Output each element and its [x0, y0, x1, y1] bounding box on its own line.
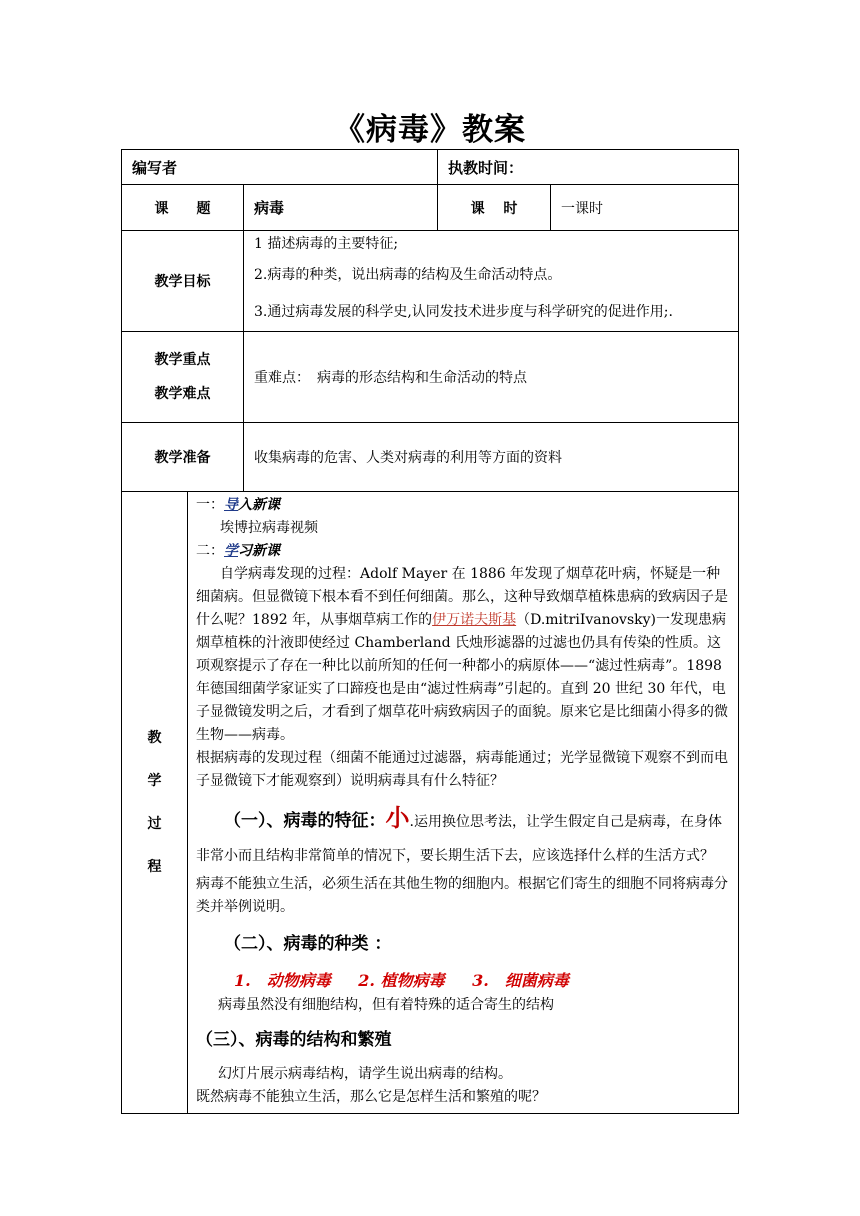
process-content — [188, 492, 739, 1114]
topic-label: 课 题 — [122, 185, 244, 231]
ivanovsky-link[interactable]: 伊万诺夫斯基 — [432, 612, 517, 628]
question-paragraph: 根据病毒的发现过程（细菌不能通过过滤器，病毒能通过；光学显微镜下观察不到而电子显微镜下才能观察到）说明病毒具有什么特征？ — [196, 750, 728, 789]
section-new-heading — [196, 540, 730, 563]
virus-type-item: 1. 动物病毒 — [234, 971, 331, 990]
difficulty-label: 教学难点 — [154, 386, 211, 402]
goal-item: 2.病毒的种类，说出病毒的结构及生命活动特点。 — [254, 267, 562, 283]
slide-paragraph: 幻灯片展示病毒结构，请学生说出病毒的结构。 — [218, 1066, 512, 1082]
feature-heading — [196, 801, 730, 873]
goals-label: 教学目标 — [122, 231, 244, 332]
virus-types-list — [196, 969, 730, 992]
paragraph-text: .运用换位思考法，让学生假定自己是病毒，在身体非常小而且结构非常简单的情况下，要长期生活下去，应该选择什么样的生活方式？ — [196, 814, 722, 864]
paragraph-text: （D.mitriIvanovsky)一发现患病烟草植株的汁液即使经过 Chamberland 氏烛形滤器的过滤也仍具有传染的性质。这项观察提示了存在一种比以前所知的任何一种都小的病原体——“滤过性病毒”。1898 年德国细菌学家证实了口蹄疫也是由“滤过性病毒”引起的。直到 20 世纪 30 年代，电子显微镜发明之后，才看到了烟草花叶病致病因子的面貌。原来它是比细菌小得多的微生物——病毒。 — [196, 612, 728, 743]
section-heading-text: 入新课 — [238, 497, 280, 513]
feature-keyword: 小 — [385, 803, 410, 832]
process-label-char: 教 — [147, 729, 162, 746]
key-point-label: 教学重点 — [154, 352, 211, 368]
process-label-char: 程 — [147, 858, 162, 875]
topic-value: 病毒 — [244, 185, 438, 231]
document-title: 《病毒》教案 — [334, 112, 526, 148]
goal-item: 1 描述病毒的主要特征; — [254, 236, 399, 252]
section-heading-link: 导 — [224, 497, 238, 513]
heading-text: （一）、病毒的特征： — [224, 811, 386, 831]
section-number: 一： — [196, 497, 224, 513]
parasite-paragraph: 病毒不能独立生活，必须生活在其他生物的细胞内。根据它们寄生的细胞不同将病毒分类并举例说明。 — [196, 876, 728, 915]
header-row — [122, 150, 739, 185]
period-label: 课 时 — [438, 185, 551, 231]
process-label-char: 过 — [147, 815, 162, 832]
virus-type-item: 3. 细菌病毒 — [472, 971, 569, 990]
topic-row — [122, 185, 739, 231]
period-value: 一课时 — [551, 185, 739, 231]
intro-body: 埃博拉病毒视频 — [220, 520, 318, 536]
types-heading: （二）、病毒的种类 ： — [224, 934, 392, 954]
structure-heading: （三）、病毒的结构和繁殖 — [196, 1030, 392, 1050]
process-row — [122, 492, 739, 1114]
goals-row — [122, 231, 739, 332]
lesson-plan-table — [121, 149, 739, 1114]
goal-item: 3.通过病毒发展的科学史,认同发技术进步度与科学研究的促进作用;. — [254, 304, 673, 320]
section-heading-text: 习新课 — [238, 543, 280, 559]
reproduction-question: 既然病毒不能独立生活，那么它是怎样生活和繁殖的呢？ — [196, 1089, 546, 1105]
section-intro-heading — [196, 494, 730, 517]
focus-value: 重难点： 病毒的形态结构和生命活动的特点 — [244, 332, 739, 423]
section-heading-link: 学 — [224, 543, 238, 559]
prep-value: 收集病毒的危害、人类对病毒的利用等方面的资料 — [244, 423, 739, 492]
process-label — [122, 492, 188, 1114]
prep-row — [122, 423, 739, 492]
discovery-paragraph — [196, 563, 730, 747]
section-number: 二： — [196, 543, 224, 559]
virus-type-item: 2. 植物病毒 — [358, 971, 445, 990]
goals-list — [244, 231, 739, 332]
structure-intro: 病毒虽然没有细胞结构，但有着特殊的适合寄生的结构 — [218, 997, 554, 1013]
author-label: 编写者 — [122, 150, 438, 185]
focus-row — [122, 332, 739, 423]
prep-label: 教学准备 — [122, 423, 244, 492]
paragraph-text: 自学病毒发现的过程：Adolf Mayer 在 1886 年发现了烟草花叶病，怀疑是一种细菌病。但显微镜下根本看不到任何细菌。那么，这种导致烟草植株患病的致病因子是什么呢？1892 年，从事烟草病工作的 — [196, 566, 728, 628]
focus-labels — [122, 332, 244, 423]
process-label-char: 学 — [147, 772, 162, 789]
time-label: 执教时间： — [438, 150, 739, 185]
